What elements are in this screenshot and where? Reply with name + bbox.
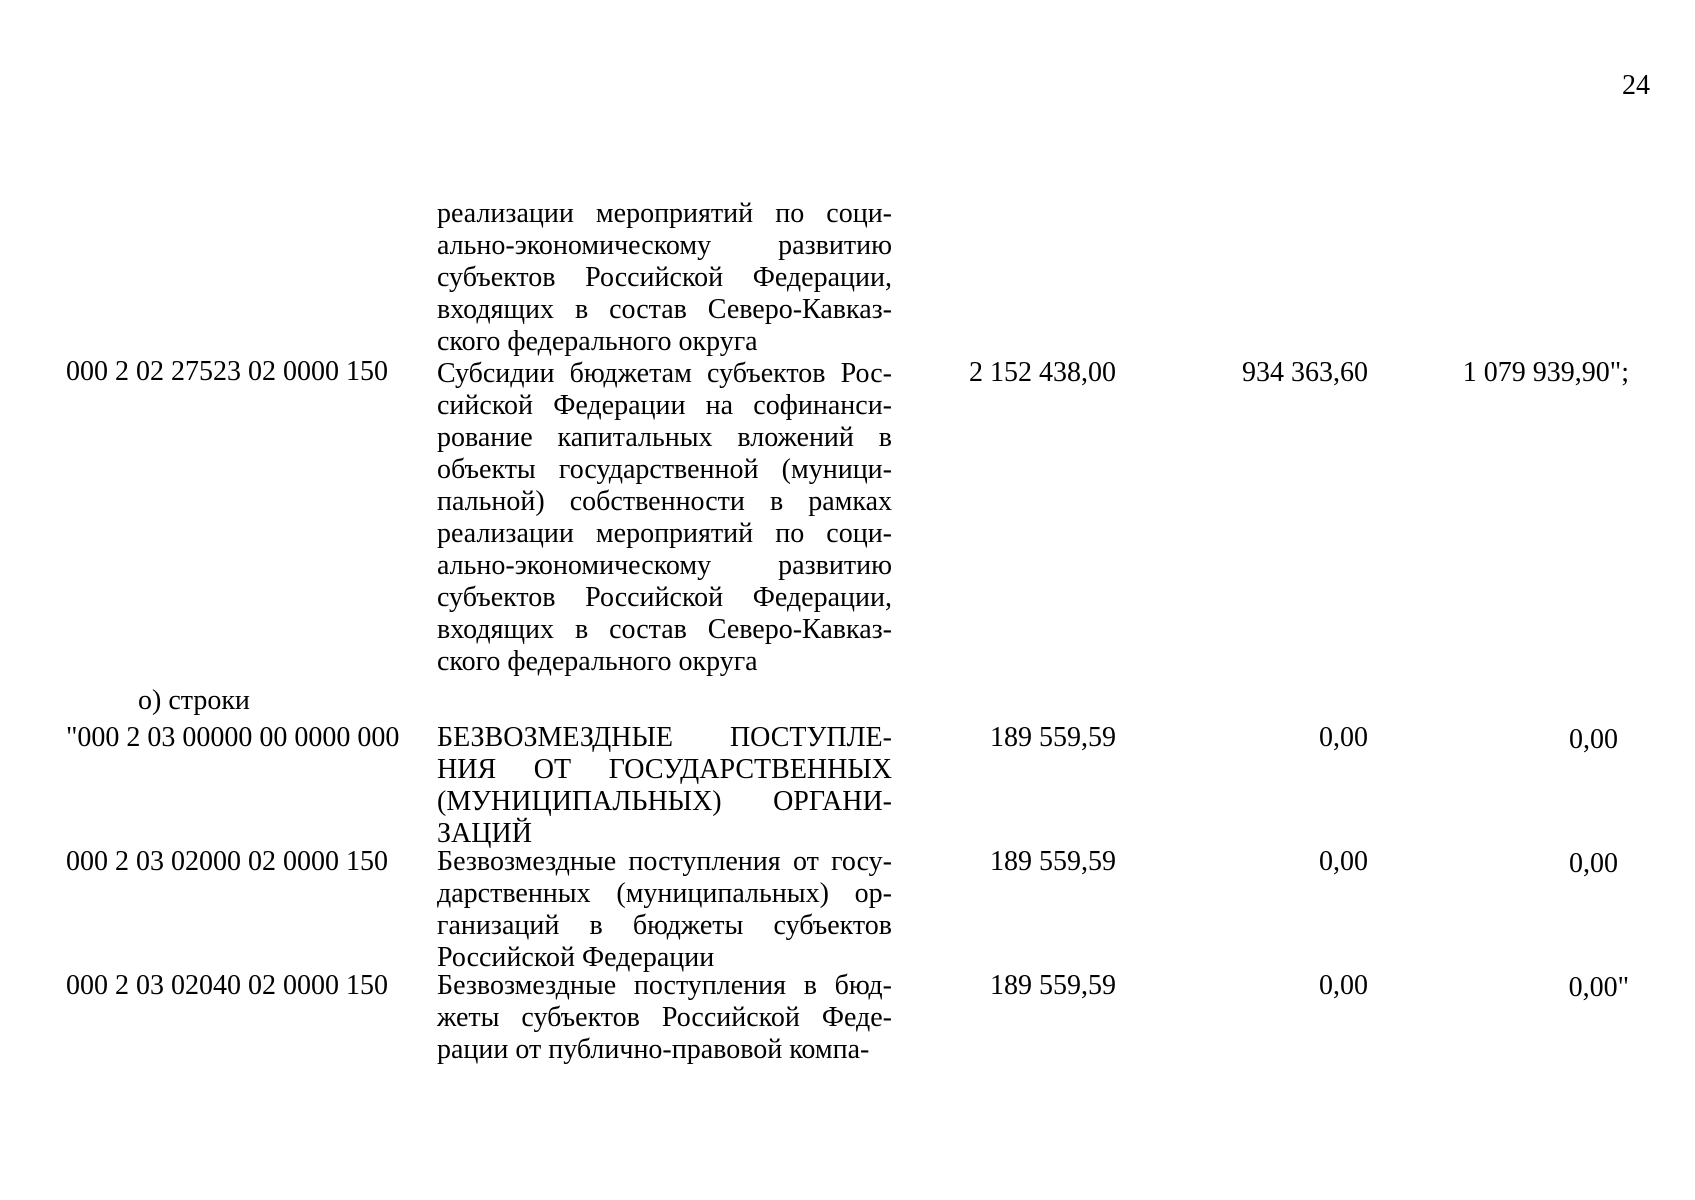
value-col-2: 934 363,60 [1242, 357, 1368, 388]
description-line: ЗАЦИЙ [437, 818, 532, 849]
value-col-3: 0,00" [1568, 972, 1629, 1003]
value-col-2: 0,00 [1319, 846, 1368, 877]
page-number: 24 [1622, 70, 1650, 101]
description-line: ально-экономическому развитию [437, 550, 892, 581]
description-line: (МУНИЦИПАЛЬНЫХ) ОРГАНИ- [437, 786, 892, 817]
row-description [437, 358, 892, 678]
description-line: ально-экономическому развитию [437, 230, 892, 261]
row-description [437, 722, 892, 850]
row-description [437, 970, 892, 1066]
row-code: "000 2 03 00000 00 0000 000 [66, 722, 400, 753]
description-line: объекты государственной (муници- [437, 454, 892, 485]
description-line: входящих в состав Северо-Кавказ- [437, 294, 892, 325]
description-line: ского федерального округа [437, 326, 758, 357]
description-line: Безвозмездные поступления от госу- [437, 846, 892, 877]
row-code: 000 2 03 02000 02 0000 150 [66, 846, 388, 877]
description-line: субъектов Российской Федерации, [437, 262, 892, 293]
value-col-2: 0,00 [1319, 722, 1368, 753]
description-line: субъектов Российской Федерации, [437, 582, 892, 613]
description-line: рации от публично-правовой компа- [437, 1034, 870, 1065]
description-line: Безвозмездные поступления в бюд- [437, 970, 892, 1001]
description-line: ского федерального округа [437, 646, 758, 677]
description-line: рование капитальных вложений в [437, 422, 892, 453]
description-line: входящих в состав Северо-Кавказ- [437, 614, 892, 645]
description-line: Российской Федерации [437, 942, 715, 973]
description-line: дарственных (муниципальных) ор- [437, 878, 892, 909]
description-line: жеты субъектов Российской Феде- [437, 1002, 892, 1033]
description-line: реализации мероприятий по соци- [437, 198, 892, 229]
value-col-2: 0,00 [1319, 970, 1368, 1001]
row-code: 000 2 02 27523 02 0000 150 [66, 356, 388, 387]
description-line: сийской Федерации на софинанси- [437, 390, 892, 421]
subheading: о) строки [138, 685, 250, 716]
value-col-1: 189 559,59 [990, 846, 1116, 877]
value-col-3: 1 079 939,90"; [1462, 357, 1629, 388]
description-line: пальной) собственности в рамках [437, 486, 892, 517]
continuation-description [437, 198, 892, 358]
description-line: Субсидии бюджетам субъектов Рос- [437, 358, 892, 389]
row-code: 000 2 03 02040 02 0000 150 [66, 970, 388, 1001]
value-col-1: 189 559,59 [990, 970, 1116, 1001]
value-col-3: 0,00 [1569, 848, 1618, 879]
value-col-1: 2 152 438,00 [969, 357, 1116, 388]
value-col-1: 189 559,59 [990, 722, 1116, 753]
description-line: БЕЗВОЗМЕЗДНЫЕ ПОСТУПЛЕ- [437, 722, 892, 753]
description-line: реализации мероприятий по соци- [437, 518, 892, 549]
description-line: НИЯ ОТ ГОСУДАРСТВЕННЫХ [437, 754, 892, 785]
value-col-3: 0,00 [1569, 724, 1618, 755]
row-description [437, 846, 892, 974]
description-line: ганизаций в бюджеты субъектов [437, 910, 892, 941]
